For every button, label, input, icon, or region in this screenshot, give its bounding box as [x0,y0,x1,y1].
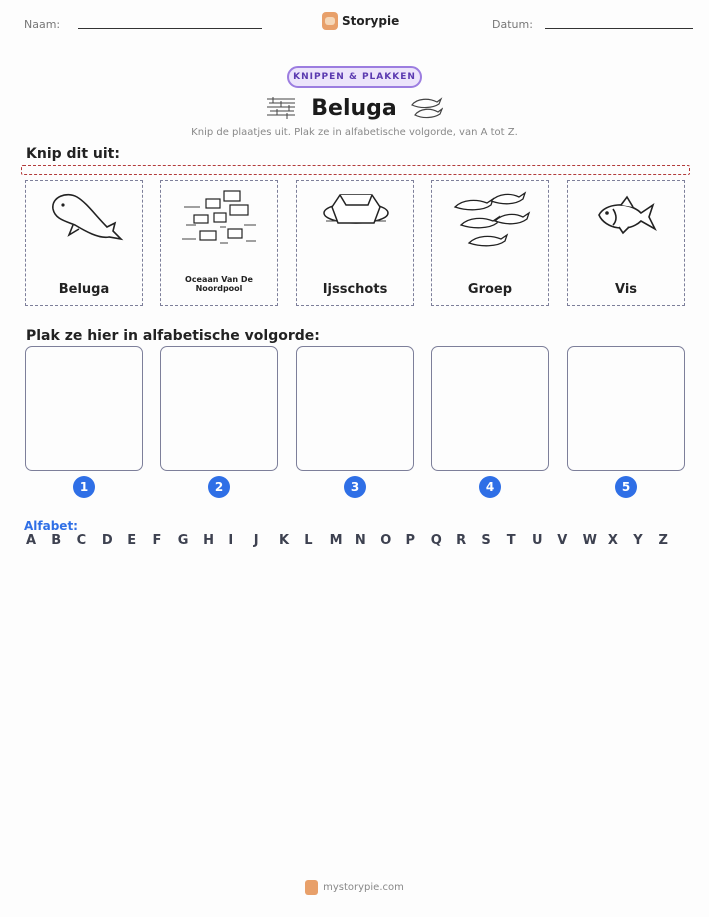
alphabet-letter: G [177,533,189,548]
storypie-logo-icon [305,880,318,895]
alphabet-letter: L [304,533,313,548]
storypie-logo-icon [322,12,338,30]
alphabet-letter: Z [658,533,668,548]
paste-heading: Plak ze hier in alfabetische volgorde: [26,328,320,344]
category-pill: KNIPPEN & PLAKKEN [287,66,422,88]
name-label: Naam: [24,18,61,31]
alphabet-letter: E [127,533,137,548]
paste-box-2[interactable] [160,346,278,471]
alphabet-letter: X [607,533,618,548]
cut-card-group[interactable] [431,180,549,306]
number-badge: 4 [479,476,501,498]
alphabet-letter: A [26,533,37,548]
alphabet-letter: C [76,533,87,548]
dolphin-group-icon [451,187,531,263]
brand [322,12,399,30]
cut-label: Groep [467,282,513,297]
arctic-ocean-icon [180,187,260,263]
cut-label: Beluga [58,282,110,297]
brand-name: Storypie [342,14,400,28]
title-row [264,91,444,125]
number-badge: 1 [73,476,95,498]
date-field [492,18,693,31]
worksheet-title: Beluga [311,95,397,121]
alphabet-letter: S [481,533,491,548]
cut-card-beluga[interactable] [25,180,143,306]
number-badge: 2 [208,476,230,498]
ice-pattern-icon [265,93,299,123]
alphabet-letter: O [380,533,392,548]
instructions: Knip de plaatjes uit. Plak ze in alfabetische volgorde, van A tot Z. [191,127,518,138]
cut-label: Vis [614,282,638,297]
alphabet-letter: R [456,533,467,548]
cut-label: Ijsschots [322,282,388,297]
alphabet-letter: Q [430,533,442,548]
date-label: Datum: [492,18,533,31]
name-field [24,18,262,31]
ice-floe-icon [316,187,396,263]
fish-icon [587,187,667,263]
alphabet-letter: H [203,533,214,548]
alphabet-letter: J [253,533,259,548]
cut-card-fish[interactable] [567,180,685,306]
alphabet-letter: I [228,533,234,548]
alphabet-letter: U [532,533,543,548]
alphabet-letter: N [354,533,366,548]
paste-box-1[interactable] [25,346,143,471]
footer-site: mystorypie.com [323,882,404,893]
alphabet-row [26,533,686,551]
alphabet-letter: V [557,533,568,548]
alphabet-letter: K [279,533,290,548]
paste-box-5[interactable] [567,346,685,471]
cut-line [21,165,690,175]
alphabet-letter: F [152,533,162,548]
paste-box-3[interactable] [296,346,414,471]
alphabet-label: Alfabet: [24,519,78,533]
dolphins-icon [409,93,443,123]
alphabet-letter: W [582,533,597,548]
alphabet-letter: Y [633,533,643,548]
paste-box-4[interactable] [431,346,549,471]
alphabet-letter: T [506,533,516,548]
alphabet-letter: M [329,533,343,548]
date-line[interactable] [545,20,693,29]
footer [0,880,709,895]
cut-heading: Knip dit uit: [26,146,120,162]
alphabet-letter: B [51,533,62,548]
cut-card-arctic-ocean[interactable] [160,180,278,306]
cut-card-ice-floe[interactable] [296,180,414,306]
cut-label: Oceaan Van De Noordpool [185,275,253,293]
alphabet-letter: D [101,533,113,548]
name-line[interactable] [78,20,262,29]
alphabet-letter: P [405,533,416,548]
number-badge: 5 [615,476,637,498]
number-badge: 3 [344,476,366,498]
beluga-icon [45,187,125,263]
